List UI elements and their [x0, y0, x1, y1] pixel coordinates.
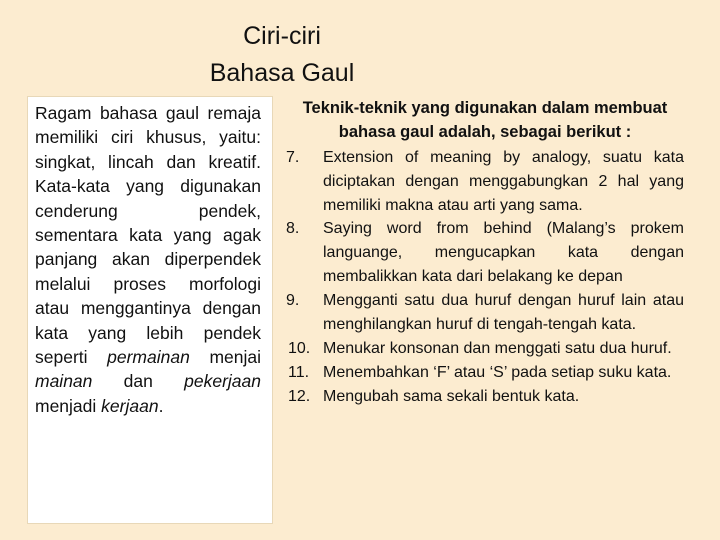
item-text: Saying word from behind (Malang’s prokem languange, mengucapkan kata dengan membalikkan kata dari belakang ke depan [323, 220, 684, 285]
left-text-3: dan [92, 371, 185, 392]
left-text-1: Ragam bahasa gaul remaja memiliki ciri khusus, yaitu: singkat, lincah dan kreatif. Kata-kata yang digunakan cenderung pendek, sementara kata yang agak panjang akan diperpendek melalui proses morfologi atau menggantinya dengan kata yang lebih pendek seperti [35, 103, 261, 368]
left-italic-2: mainan [35, 371, 93, 392]
techniques-heading: Teknik-teknik yang digunakan dalam membuat bahasa gaul adalah, sebagai berikut : [302, 99, 668, 141]
item-text: Menembahkan ‘F’ atau ‘S’ pada setiap suku kata. [323, 364, 672, 381]
item-text: Extension of meaning by analogy, suatu kata diciptakan dengan menggabungkan 2 hal yang memiliki makna atau arti yang sama. [323, 149, 684, 214]
item-number: 11. [288, 364, 310, 381]
left-italic-1: permainan [107, 347, 190, 368]
list-item [282, 337, 684, 361]
list-item [282, 361, 684, 385]
title-line-2: Bahasa Gaul [209, 59, 355, 87]
list-item [282, 289, 684, 337]
left-italic-4: kerjaan [101, 395, 159, 416]
item-text: Mengubah sama sekali bentuk kata. [323, 388, 580, 405]
item-number: 12. [288, 388, 311, 405]
item-number: 8. [286, 220, 300, 237]
item-number: 7. [286, 149, 300, 166]
left-italic-3: pekerjaan [184, 371, 261, 392]
item-number: 10. [288, 340, 311, 357]
slide-title [0, 18, 560, 92]
left-text-5: . [158, 395, 164, 416]
item-text: Mengganti satu dua huruf dengan huruf lain atau menghilangkan huruf di tengah-tengah kata. [323, 292, 684, 333]
title-line-1: Ciri-ciri [243, 22, 321, 50]
left-text-2: menjai [189, 347, 261, 368]
list-item [282, 385, 684, 409]
list-item [282, 217, 684, 289]
left-text-4: menjadi [35, 395, 102, 416]
item-text: Menukar konsonan dan menggati satu dua huruf. [323, 340, 672, 357]
item-number: 9. [286, 292, 300, 309]
techniques-list [282, 146, 684, 409]
list-item [282, 146, 684, 218]
left-paragraph [35, 101, 261, 418]
